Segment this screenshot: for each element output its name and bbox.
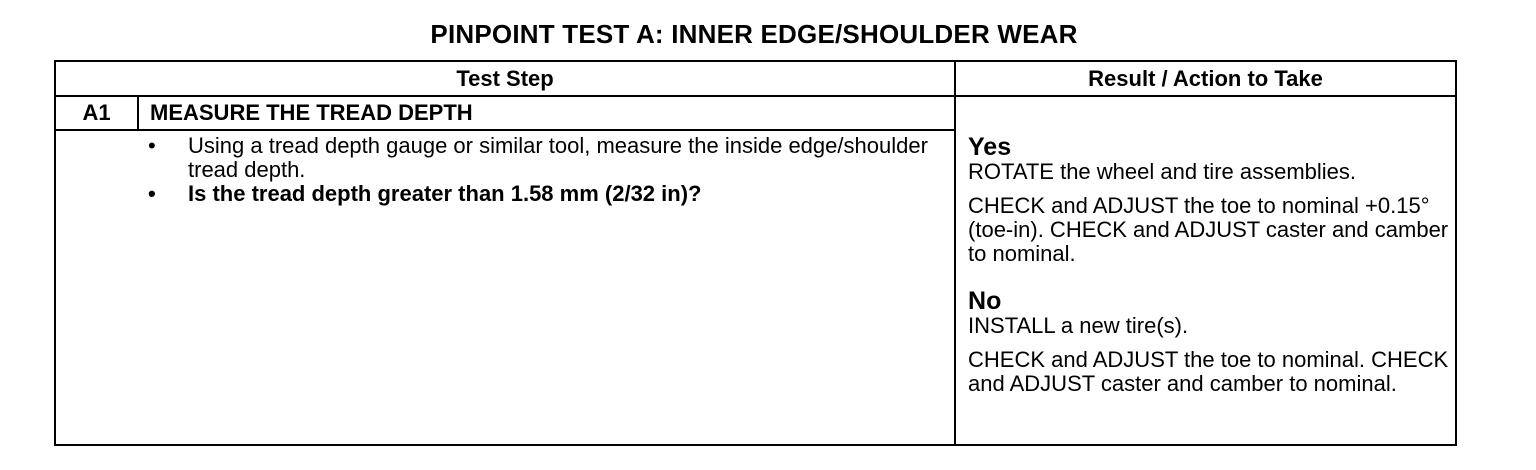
pinpoint-test-table [54, 60, 1457, 446]
result-label-no: No [968, 287, 1002, 315]
bullet-icon: • [148, 133, 156, 158]
step-title: MEASURE THE TREAD DEPTH [138, 96, 955, 130]
header-result-action: Result / Action to Take [955, 61, 1456, 96]
result-yes [968, 134, 1455, 266]
step-bullet-list [138, 131, 954, 206]
result-action: CHECK and ADJUST the toe to nominal. CHECK and ADJUST caster and camber to nominal. [968, 347, 1449, 396]
header-test-step: Test Step [55, 61, 955, 96]
result-action: INSTALL a new tire(s). [968, 313, 1189, 338]
result-action: CHECK and ADJUST the toe to nominal +0.15° (toe-in). CHECK and ADJUST caster and camber to nominal. [968, 193, 1449, 266]
step-body [138, 130, 955, 445]
step-instruction: Using a tread depth gauge or similar tool, measure the inside edge/shoulder tread depth. [188, 133, 928, 182]
list-item [138, 182, 954, 206]
result-action: ROTATE the wheel and tire assemblies. [968, 159, 1357, 184]
list-item [138, 134, 954, 182]
step-question: Is the tread depth greater than 1.58 mm (2/32 in)? [188, 181, 702, 206]
table-header-row [55, 61, 1456, 96]
step-title-row [55, 96, 1456, 130]
result-cell [955, 96, 1456, 445]
step-id: A1 [55, 96, 138, 130]
result-no [968, 288, 1455, 396]
bullet-icon: • [148, 181, 156, 206]
page-title: PINPOINT TEST A: INNER EDGE/SHOULDER WEAR [430, 19, 1078, 49]
step-id-blank-cell [55, 130, 138, 445]
result-label-yes: Yes [968, 133, 1012, 161]
